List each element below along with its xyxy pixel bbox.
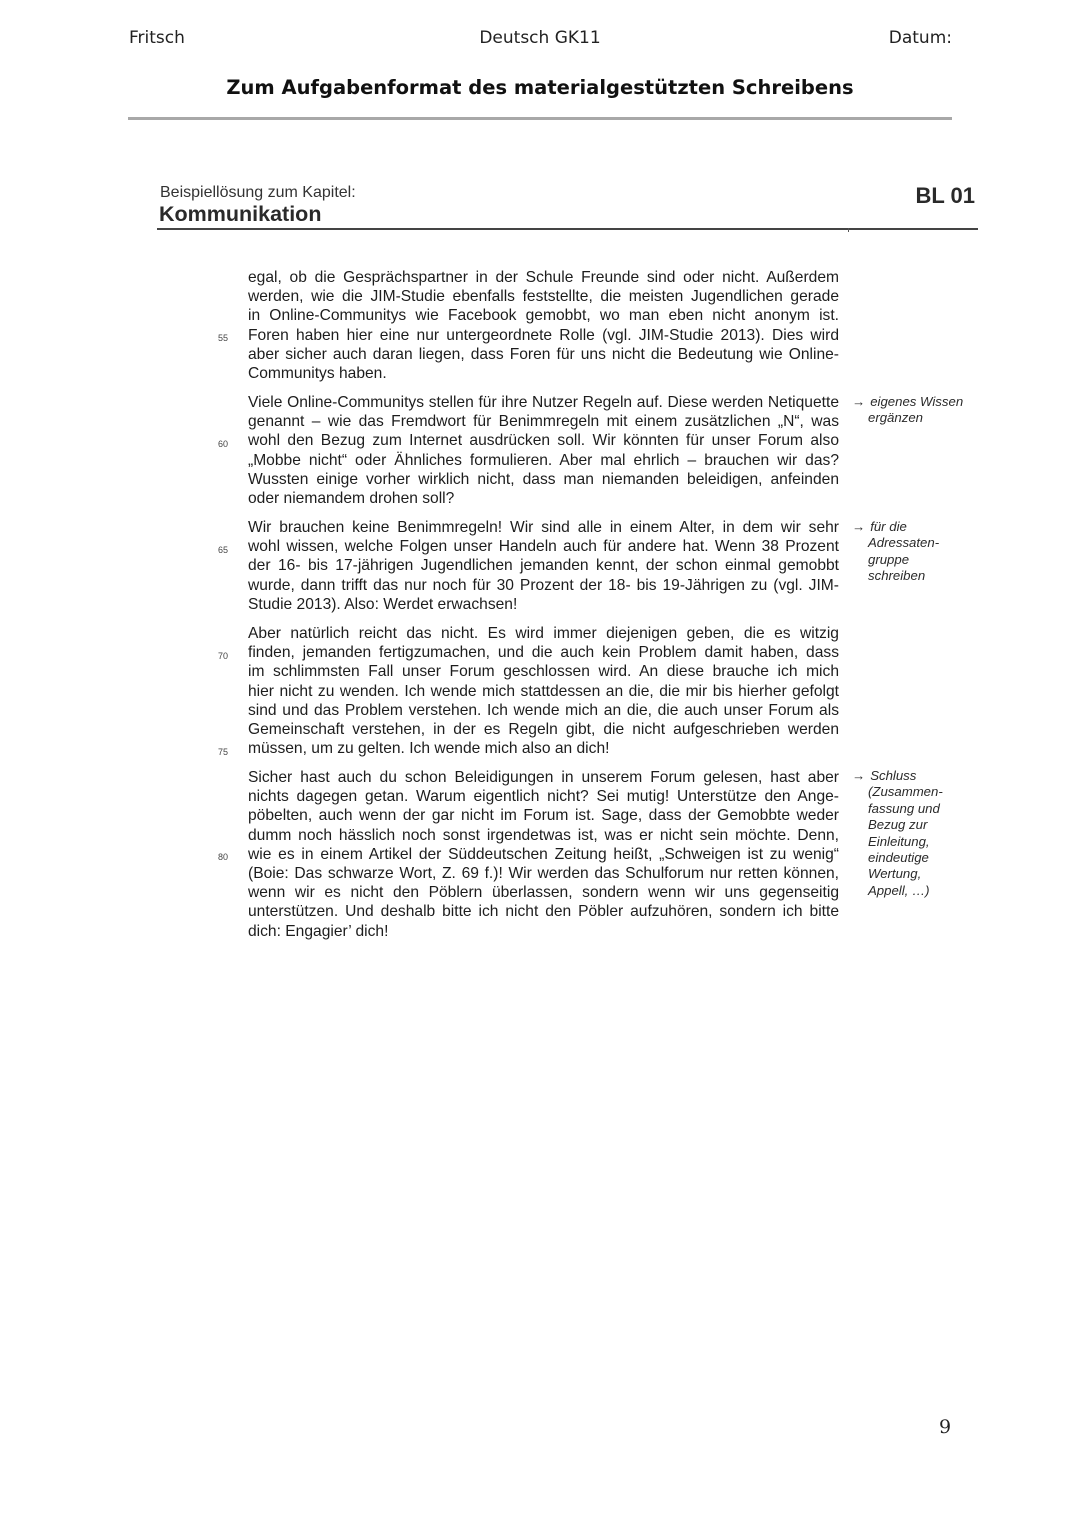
note-line: ergänzen	[868, 410, 923, 426]
text-line: sind und das Problem verstehen. Ich wende mich an die, die auch unser Forum als	[248, 701, 839, 719]
text-line: Gemeinschaft verstehen, in der es Regeln gibt, die nicht aufgeschrieben werden	[248, 721, 839, 739]
text-line: unterstützen. Und deshalb bitte ich nicht den Pöbler aufzuhören, sondern ich bitte	[248, 903, 839, 921]
note-line: eigenes Wissen	[870, 394, 964, 409]
text-line: Communitys haben.	[248, 365, 387, 383]
note-line: Appell, …)	[868, 882, 930, 898]
text-line: Studie 2013). Also: Werdet erwachsen!	[248, 595, 518, 613]
note-line: schreiben	[868, 568, 926, 584]
margin-note-wissen	[852, 394, 982, 427]
text-line: nichts dagegen getan. Warum eigentlich nicht? Sei mutig! Unterstütze den Ange-	[248, 788, 839, 806]
arrow-right-icon: →	[852, 519, 866, 534]
text-line: genannt – wie das Fremdwort für Benimmregeln mit einem zusätzlichen „N“, was	[248, 413, 839, 431]
text-line: hier nicht zu wenden. Ich wende mich stattdessen an die, die mir bis hierher gefolgt	[248, 682, 839, 700]
scan-divider	[157, 228, 978, 230]
arrow-right-icon: →	[852, 394, 866, 409]
scan-divider-tick	[848, 228, 849, 232]
text-line: Foren haben hier eine nur untergeordnete Rolle (vgl. JIM-Studie 2013). Dies wird	[248, 326, 839, 344]
margin-note-adressaten	[852, 519, 982, 585]
text-paragraph-3	[248, 518, 839, 614]
note-line: fassung und	[868, 800, 940, 816]
text-line: wohl den Bezug zum Internet ausdrücken soll. Wir könnten für unser Forum also	[248, 432, 839, 450]
line-number: 65	[218, 545, 229, 555]
note-line: Adressaten-	[868, 535, 940, 551]
text-line: Viele Online-Communitys stellen für ihre Nutzer Regeln auf. Diese werden Netiquette	[248, 394, 839, 411]
text-line: wurde, dann trifft das nur noch für 30 Prozent der 18- bis 19-Jährigen zu (vgl. JIM-	[248, 576, 839, 594]
text-line: „Mobbe nicht“ oder Ähnliches formulieren. Aber mal ehrlich – brauchen wir das?	[248, 451, 839, 469]
text-line: egal, ob die Gesprächspartner in der Schule Freunde sind oder nicht. Außerdem	[248, 269, 839, 286]
text-line: pöbelten, auch wenn der gar nicht im Forum ist. Sage, dass der Gemobbte weder	[248, 807, 839, 825]
text-line: wohl wissen, welche Folgen unser Handeln auch für andere hat. Wenn 38 Prozent	[248, 538, 839, 556]
line-number: 80	[218, 852, 229, 862]
note-line: Schluss	[870, 768, 917, 783]
note-line: für die	[870, 519, 907, 534]
text-line: Aber natürlich reicht das nicht. Es wird immer diejenigen geben, die es witzig	[248, 625, 839, 642]
text-line: in Online-Communitys wie Facebook gemobbt, wo man eben nicht anonym ist.	[248, 307, 839, 325]
text-line: dumm noch hässlich noch sonst irgendetwas ist, was er nicht sein möchte. Denn,	[248, 826, 839, 844]
text-line: Wir brauchen keine Benimmregeln! Wir sind alle in einem Alter, in dem wir sehr	[248, 519, 839, 536]
text-line: aber sicher auch daran liegen, dass Foren für uns nicht die Bedeutung wie Online-	[248, 345, 839, 363]
text-paragraph-4	[248, 624, 839, 758]
scan-code: BL 01	[915, 183, 975, 208]
line-number: 55	[218, 333, 229, 343]
text-line: Wussten einige vorher wirklich nicht, dass man niemanden beleidigen, anfeinden	[248, 470, 839, 488]
text-line: oder niemandem drohen soll?	[248, 490, 455, 508]
text-line: wie es in einem Artikel der Süddeutschen Zeitung heißt, „Schweigen ist zu wenig“	[248, 845, 839, 863]
title-divider	[128, 117, 952, 120]
header-date-label: Datum:	[888, 28, 952, 48]
margin-note-schluss	[852, 768, 982, 899]
note-line: (Zusammen-	[868, 784, 943, 800]
header-author: Fritsch	[129, 28, 185, 48]
scan-chapter-heading: Kommunikation	[159, 202, 322, 226]
line-number: 60	[218, 439, 229, 449]
line-number: 75	[218, 747, 229, 757]
note-line: eindeutige	[868, 850, 929, 866]
text-paragraph-1	[248, 268, 839, 383]
page-number: 9	[939, 1416, 952, 1438]
text-line: Sicher hast auch du schon Beleidigungen in unserem Forum gelesen, hast aber	[248, 769, 839, 786]
text-paragraph-5	[248, 768, 839, 941]
arrow-right-icon: →	[852, 768, 866, 783]
note-line: Bezug zur	[868, 817, 928, 833]
header-course: Deutsch GK11	[479, 28, 601, 48]
text-line: (Boie: Das schwarze Wort, Z. 69 f.)! Wir werden das Schulforum nur retten können,	[248, 865, 839, 883]
text-line: der 16- bis 17-jährigen Jugendlichen jemanden kennt, der schon einmal gemobbt	[248, 557, 839, 575]
text-line: im schlimmsten Fall unser Forum geschlossen wird. An diese brauche ich mich	[248, 663, 839, 681]
text-line: finden, jemanden fertigzumachen, und die auch kein Problem damit haben, dass	[248, 644, 839, 662]
text-line: wenn wir es nicht den Pöblern überlassen, sondern wenn wir uns gegenseitig	[248, 884, 839, 902]
scan-chapter-label: Beispiellösung zum Kapitel:	[160, 184, 356, 201]
note-line: Einleitung,	[868, 833, 930, 849]
note-line: Wertung,	[868, 866, 922, 882]
page-title: Zum Aufgabenformat des materialgestützten Schreibens	[226, 76, 854, 99]
text-line: dich: Engagier’ dich!	[248, 922, 389, 940]
note-line: gruppe	[868, 551, 910, 567]
line-number: 70	[218, 651, 229, 661]
text-line: müssen, um zu gelten. Ich wende mich also an dich!	[248, 740, 610, 758]
text-line: werden, wie die JIM-Studie ebenfalls feststellte, die meisten Jugendlichen gerade	[248, 288, 839, 306]
text-paragraph-2	[248, 393, 839, 508]
